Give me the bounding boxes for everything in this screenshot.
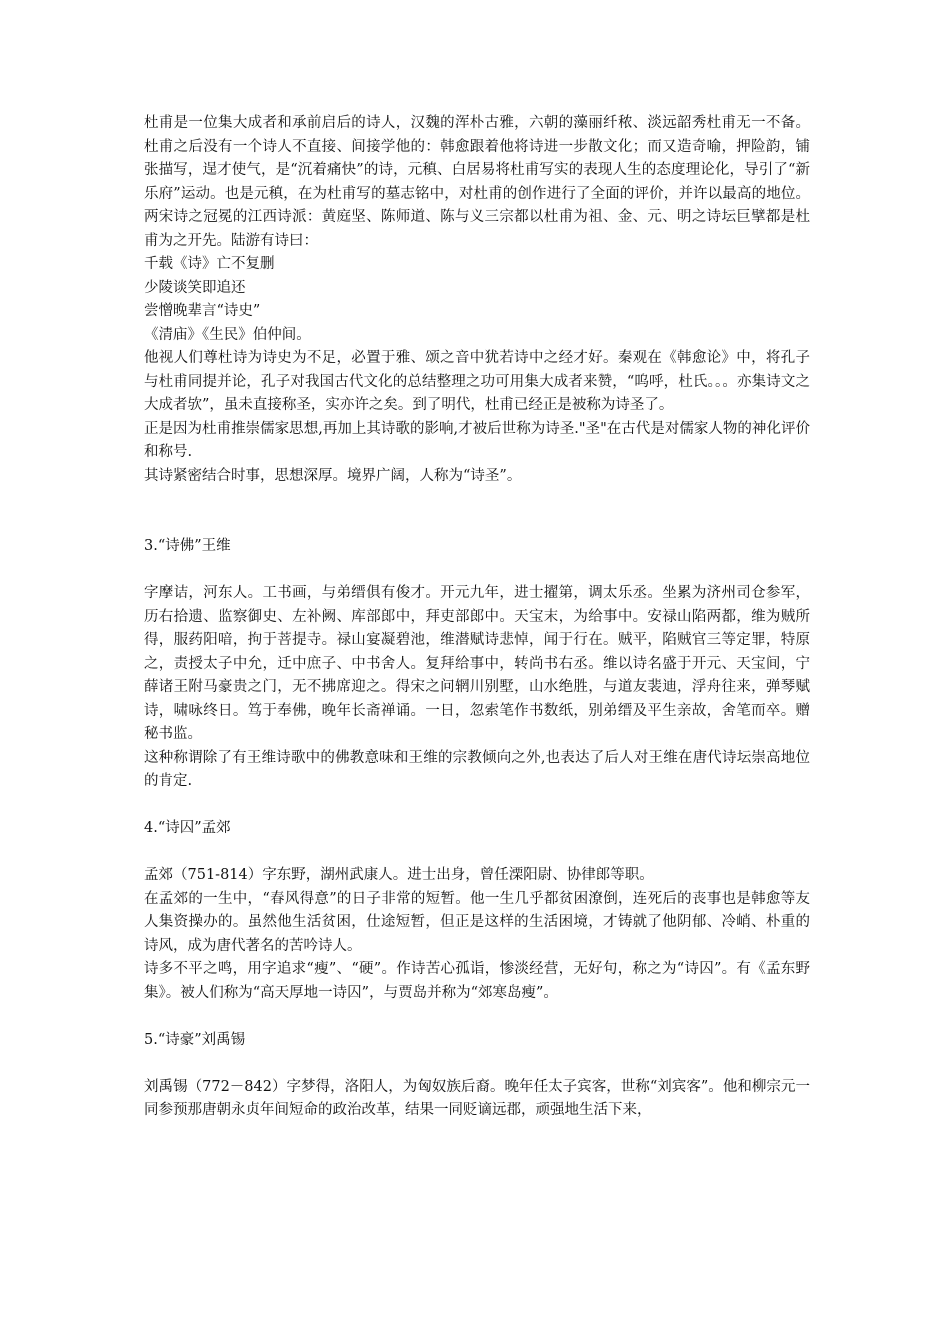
spacer bbox=[144, 841, 810, 865]
section-4-paragraph-3: 诗多不平之鸣，用字追求“瘦”、“硬”。作诗苦心孤诣，惨淡经营，无好句，称之为“诗囚”。有《孟东野集》。被人们称为“高天厚地一诗囚”，与贾岛并称为“郊寒岛瘦”。 bbox=[144, 961, 810, 1001]
spacer bbox=[144, 1052, 810, 1076]
section-4-heading: 4.“诗囚”孟郊 bbox=[144, 820, 231, 836]
poem-line-3: 尝憎晚辈言“诗史” bbox=[144, 303, 261, 319]
poem-line-2: 少陵谈笑即追还 bbox=[144, 279, 246, 296]
spacer bbox=[144, 1005, 810, 1029]
spacer bbox=[144, 488, 810, 535]
poem-line-1: 千载《诗》亡不复删 bbox=[144, 256, 275, 272]
document-page bbox=[144, 112, 810, 1123]
section-5-heading: 5.“诗豪”刘禹锡 bbox=[144, 1031, 246, 1048]
intro-paragraph-2: 他视人们尊杜诗为诗史为不足，必置于雅、颂之音中犹若诗中之经才好。秦观在《韩愈论》中，将孔子与杜甫同提并论，孔子对我国古代文化的总结整理之功可用集大成者来赞，“呜呼，杜氏。。。亦集诗文之大成者欤”，虽未直接称圣，实亦许之矣。到了明代，杜甫已经正是被称为诗圣了。 bbox=[144, 350, 810, 413]
section-3-heading: 3.“诗佛”王维 bbox=[144, 538, 231, 554]
section-4-paragraph-2: 在孟郊的一生中，“春风得意”的日子非常的短暂。他一生几乎都贫困潦倒，连死后的丧事也是韩愈等友人集资操办的。虽然他生活贫困，仕途短暂，但正是这样的生活困境，才铸就了他阴郁、冷峭、朴重的诗风，成为唐代著名的苦吟诗人。 bbox=[144, 890, 810, 954]
spacer bbox=[144, 559, 810, 583]
section-5-paragraph-1: 刘禹锡（772－842）字梦得，洛阳人，为匈奴族后裔。晚年任太子宾客，世称“刘宾客”。他和柳宗元一同参预那唐朝永贞年间短命的政治改革，结果一同贬谪远郡，顽强地生活下来， bbox=[144, 1078, 810, 1118]
spacer bbox=[144, 794, 810, 818]
section-3-paragraph-1: 字摩诘，河东人。工书画，与弟缙俱有俊才。开元九年，进士擢第，调太乐丞。坐累为济州司仓参军，历右拾遗、监察御史、左补阙、库部郎中，拜吏部郎中。天宝末，为给事中。安禄山陷两都，维为贼所得，服药阳喑，拘于菩提寺。禄山宴凝碧池，维潜赋诗悲悼，闻于行在。贼平，陷贼官三等定罪，特原之，责授太子中允，迁中庶子、中书舍人。复拜给事中，转尚书右丞。维以诗名盛于开元、天宝间，宁薛诸王附马豪贵之门，无不拂席迎之。得宋之问辋川别墅，山水绝胜，与道友裴迪，浮舟往来，弹琴赋诗，啸咏终日。笃于奉佛，晚年长斋禅诵。一日，忽索笔作书数纸，别弟缙及平生亲故，舍笔而卒。赠秘书监。 bbox=[144, 585, 810, 742]
intro-paragraph-1: 杜甫是一位集大成者和承前启后的诗人，汉魏的浑朴古雅，六朝的藻丽纤秾、淡远韶秀杜甫无一不备。杜甫之后没有一个诗人不直接、间接学他的：韩愈跟着他将诗进一步散文化；而又造奇喻，押险韵，铺张描写，逞才使气，是“沉着痛快”的诗，元稹、白居易将杜甫写实的表现人生的态度理论化，导引了“新乐府”运动。也是元稹，在为杜甫写的墓志铭中，对杜甫的创作进行了全面的评价，并许以最高的地位。两宋诗之冠冕的江西诗派：黄庭坚、陈师道、陈与义三宗都以杜甫为祖、金、元、明之诗坛巨擘都是杜甫为之开先。陆游有诗曰： bbox=[144, 115, 810, 249]
section-3-paragraph-2: 这种称谓除了有王维诗歌中的佛教意味和王维的宗教倾向之外,也表达了后人对王维在唐代诗坛崇高地位的肯定. bbox=[144, 749, 810, 789]
section-4-paragraph-1: 孟郊（751-814）字东野，湖州武康人。进士出身，曾任溧阳尉、协律郎等职。 bbox=[144, 867, 654, 883]
intro-paragraph-3: 正是因为杜甫推崇儒家思想,再加上其诗歌的影响,才被后世称为诗圣."圣"在古代是对儒家人物的神化评价和称号. bbox=[144, 420, 810, 460]
poem-line-4: 《清庙》《生民》伯仲间。 bbox=[144, 326, 311, 343]
intro-paragraph-4: 其诗紧密结合时事，思想深厚。境界广阔，人称为“诗圣”。 bbox=[144, 467, 522, 484]
